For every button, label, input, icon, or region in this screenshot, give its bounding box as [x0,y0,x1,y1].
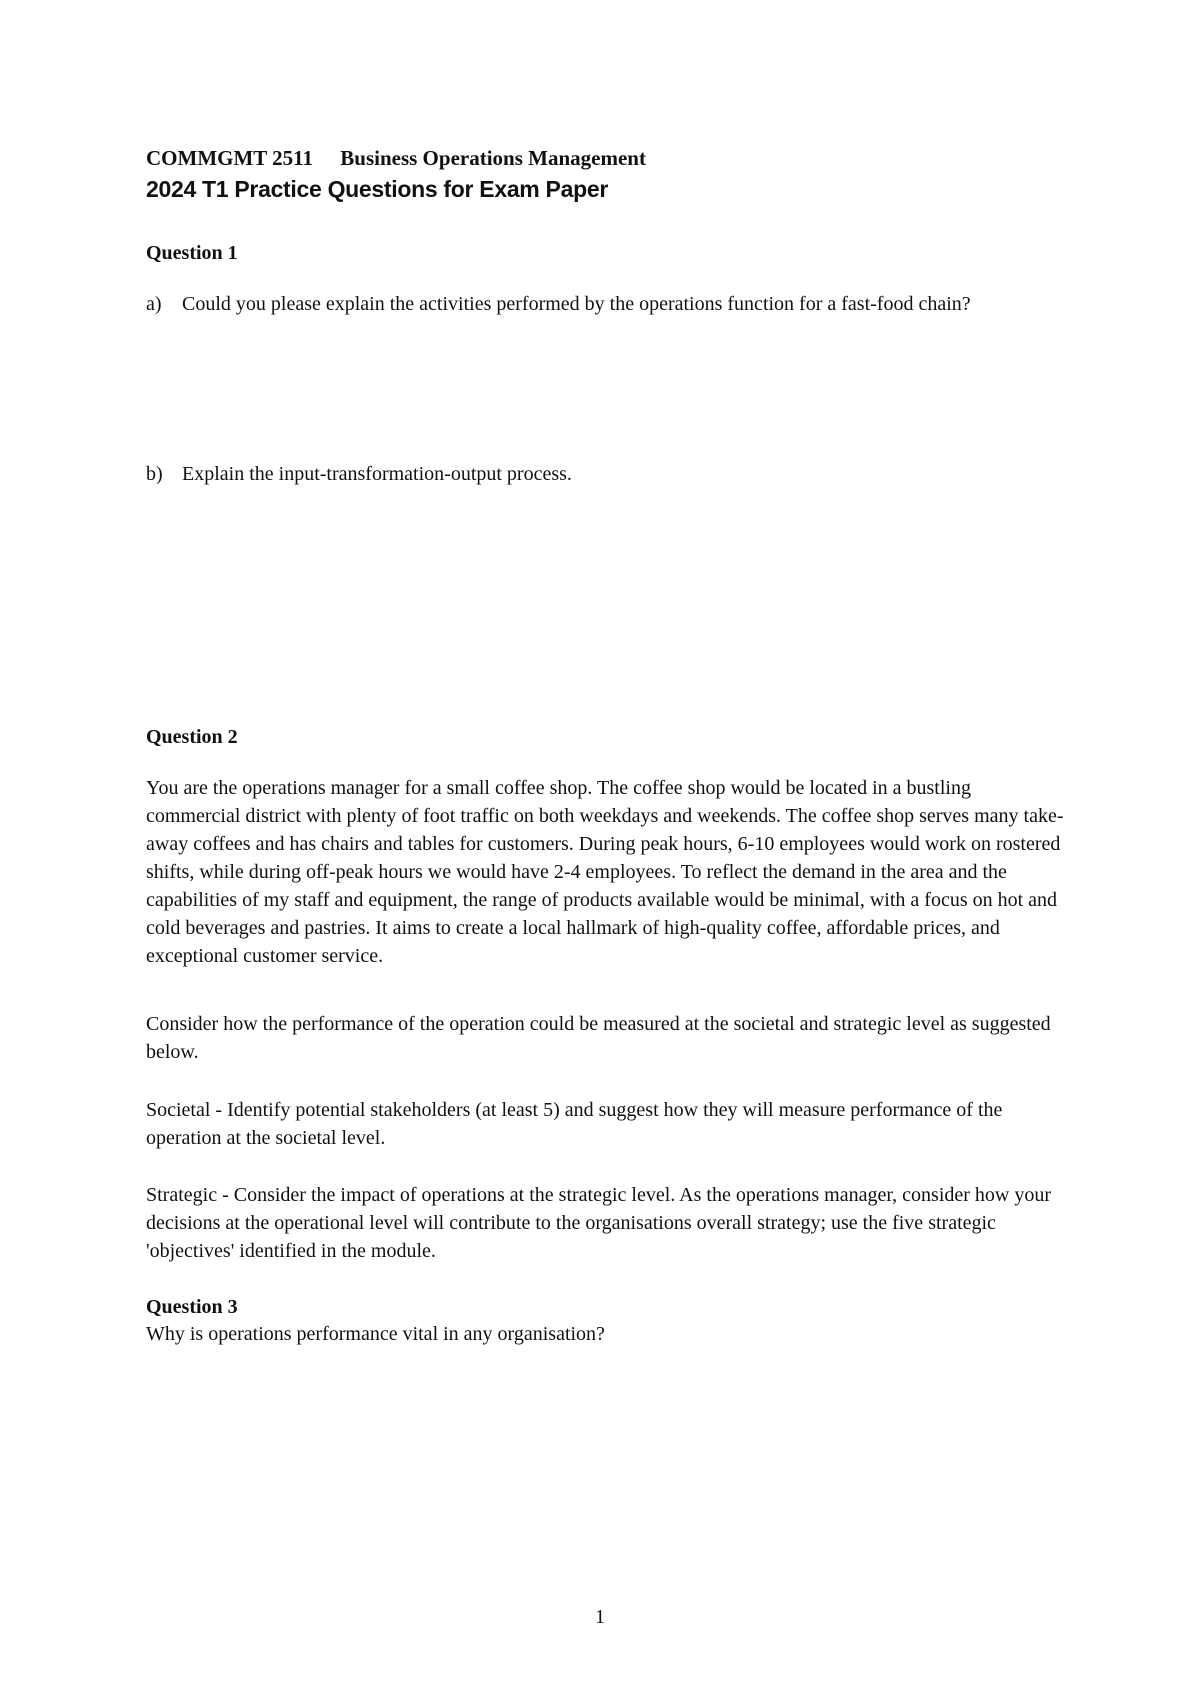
question-3-heading: Question 3 [146,1296,238,1318]
question-2-strategic: Strategic - Consider the impact of operations at the strategic level. As the operations manager, consider how your decisions at the operational level will contribute to the organisations overall strategy; use the five strategic 'objectives' identified in the module. [146,1184,1052,1262]
question-2-scenario: You are the operations manager for a small coffee shop. The coffee shop would be located in a bustling commercial district with plenty of foot traffic on both weekdays and weekends. The coffee shop serves many take-away coffees and has chairs and tables for customers. During peak hours, 6-10 employees would work on rostered shifts, while during off-peak hours we would have 2-4 employees. To reflect the demand in the area and the capabilities of my staff and equipment, the range of products available would be minimal, with a focus on hot and cold beverages and pastries. It aims to create a local hallmark of high-quality coffee, affordable prices, and exceptional customer service. [146,777,1064,967]
question-2-instruction: Consider how the performance of the operation could be measured at the societal and strategic level as suggested below. [146,1013,1051,1063]
question-1b-text: Explain the input-transformation-output process. [182,463,572,485]
question-2-societal: Societal - Identify potential stakeholders (at least 5) and suggest how they will measure performance of the operation at the societal level. [146,1099,1003,1149]
course-line [146,146,646,171]
course-name: Business Operations Management [340,146,646,170]
question-1a [146,290,1046,318]
question-2-heading: Question 2 [146,726,238,748]
course-code: COMMGMT 2511 [146,146,314,170]
page-number: 1 [595,1606,605,1628]
document-title: 2024 T1 Practice Questions for Exam Paper [146,176,608,202]
question-1a-text: Could you please explain the activities performed by the operations function for a fast-food chain? [182,293,971,315]
question-1-heading: Question 1 [146,242,238,264]
question-1a-marker: a) [146,293,162,315]
question-1b-marker: b) [146,463,163,485]
question-1b [146,460,1046,488]
question-3-text: Why is operations performance vital in any organisation? [146,1323,605,1345]
